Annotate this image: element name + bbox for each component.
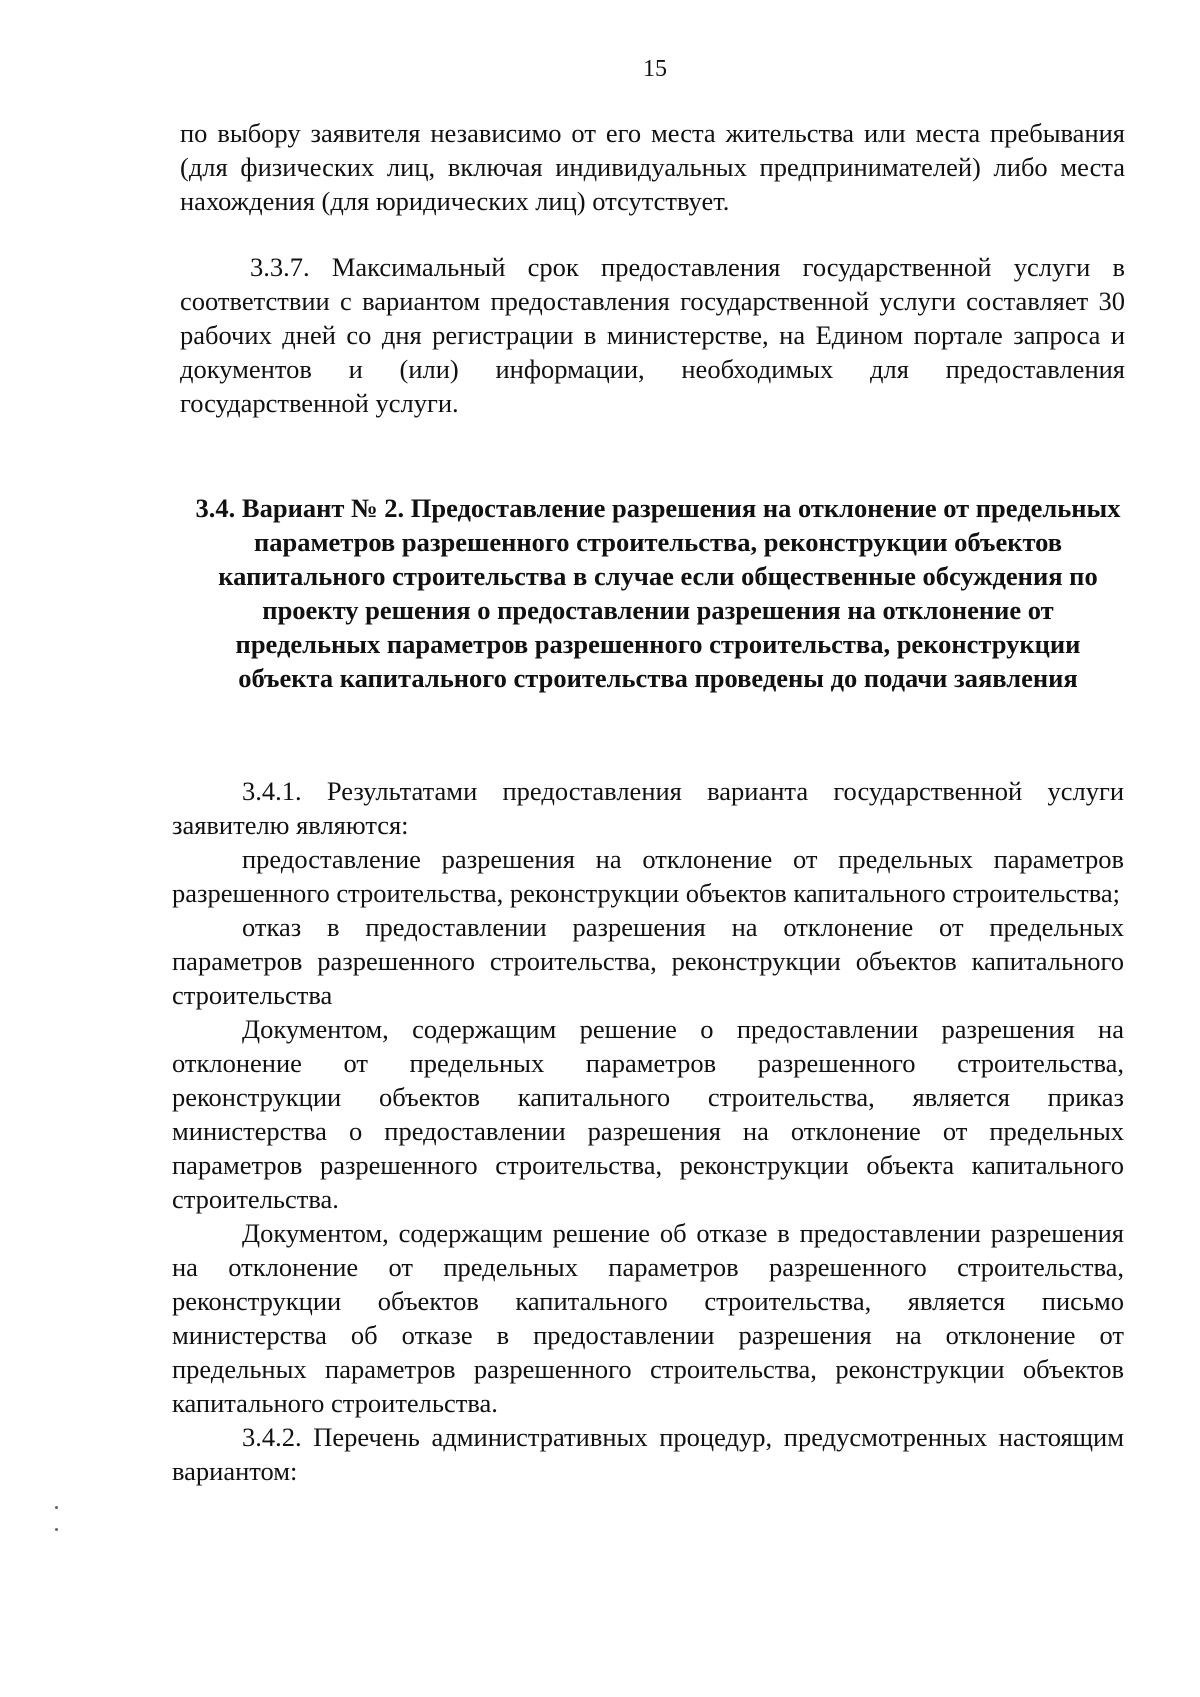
text-block-top <box>180 116 1125 218</box>
section-heading-3-4: 3.4. Вариант № 2. Предоставление разрешения на отклонение от предельных параметров разрешенного строительства, реконструкции объектов капитального строительства в случае если общественные обсуждения по проекту решения о предоставлении разрешения на отклонение от предельных параметров разрешенного строительства, реконструкции объекта капитального строительства проведены до подачи заявления <box>195 493 1121 693</box>
text-block-3-4 <box>172 774 1124 1488</box>
paragraph-refusal-document: Документом, содержащим решение об отказе в предоставлении разрешения на отклонение от предельных параметров разрешенного строительства, реконструкции объектов капитального строительства, является письмо министерства об отказе в предоставлении разрешения на отклонение от предельных параметров разрешенного строительства, реконструкции объектов капитального строительства. <box>172 1218 1124 1418</box>
paragraph-3-4-1: 3.4.1. Результатами предоставления варианта государственной услуги заявителю являются: <box>172 776 1124 840</box>
scan-speck <box>55 1528 58 1531</box>
paragraph-result-refusal: отказ в предоставлении разрешения на отклонение от предельных параметров разрешенного строительства, реконструкции объектов капитального строительства <box>172 912 1124 1010</box>
paragraph-3-4-2: 3.4.2. Перечень административных процедур, предусмотренных настоящим вариантом: <box>172 1422 1124 1486</box>
page-number: 15 <box>643 56 667 82</box>
text-block-3-3-7 <box>180 250 1125 420</box>
paragraph-grant-document: Документом, содержащим решение о предоставлении разрешения на отклонение от предельных параметров разрешенного строительства, реконструкции объектов капитального строительства, является приказ министерства о предоставлении разрешения на отклонение от предельных параметров разрешенного строительства, реконструкции объекта капитального строительства. <box>172 1014 1124 1214</box>
paragraph-3-3-7: 3.3.7. Максимальный срок предоставления государственной услуги в соответствии с вариантом предоставления государственной услуги составляет 30 рабочих дней со дня регистрации в министерстве, на Едином портале запроса и документов и (или) информации, необходимых для предоставления государственной услуги. <box>180 252 1125 418</box>
paragraph-result-grant: предоставление разрешения на отклонение от предельных параметров разрешенного строительства, реконструкции объектов капитального строительства; <box>172 844 1124 908</box>
scan-speck <box>55 1506 58 1509</box>
paragraph-continuation: по выбору заявителя независимо от его места жительства или места пребывания (для физических лиц, включая индивидуальных предпринимателей) либо места нахождения (для юридических лиц) отсутствует. <box>180 118 1125 216</box>
